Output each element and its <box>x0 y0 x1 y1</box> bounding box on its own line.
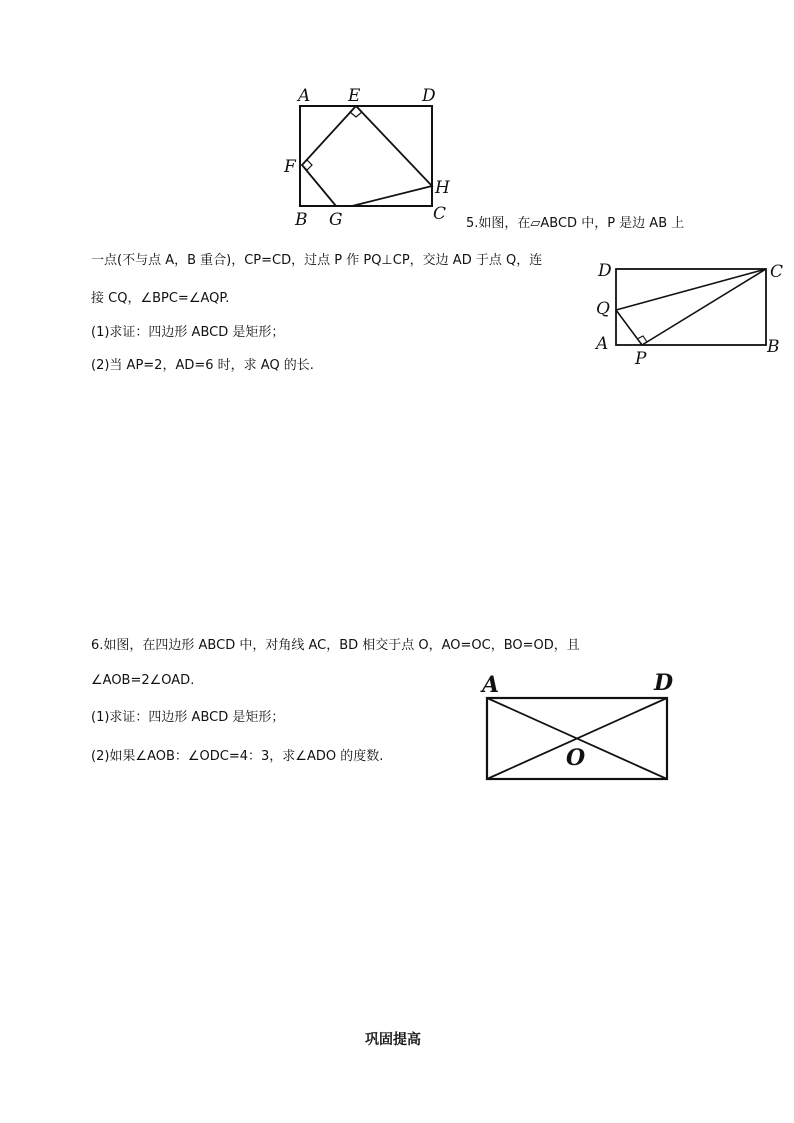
section-heading: 巩固提高 <box>365 1032 421 1048</box>
label-d: D <box>654 670 674 696</box>
segment-qc <box>616 269 766 310</box>
right-angle-mark-f <box>302 160 312 170</box>
problem5-line3: 接 CQ，∠BPC=∠AQP. <box>91 291 230 306</box>
problem6-question2: (2)如果∠AOB：∠ODC=4：3，求∠ADO 的度数. <box>91 749 384 764</box>
label-e: E <box>348 86 361 106</box>
figure-problem6 <box>478 668 698 788</box>
problem5-line1: 5.如图，在▱ABCD 中，P 是边 AB 上 <box>466 216 685 231</box>
problem6-line1: 6.如图，在四边形 ABCD 中，对角线 AC，BD 相交于点 O，AO=OC，BO=OD，且 <box>91 638 580 653</box>
label-d: D <box>422 86 436 106</box>
problem5-question1: (1)求证：四边形 ABCD 是矩形； <box>91 325 285 340</box>
label-b: B <box>295 210 308 230</box>
label-p: P <box>635 349 647 368</box>
rectangle-abcd <box>616 269 766 345</box>
segment-qp <box>616 310 642 345</box>
segment-efg <box>302 106 356 206</box>
label-a: A <box>482 672 500 698</box>
label-c: C <box>770 262 784 282</box>
figure-rectangle-efgh <box>280 82 460 232</box>
label-c: C <box>433 204 447 224</box>
label-h: H <box>435 178 450 198</box>
label-a: A <box>596 334 609 354</box>
segment-ehg <box>352 106 432 206</box>
problem6-question1: (1)求证：四边形 ABCD 是矩形； <box>91 710 285 725</box>
label-g: G <box>329 210 343 230</box>
label-a: A <box>298 86 311 106</box>
label-b: B <box>767 337 780 357</box>
label-d: D <box>598 261 612 281</box>
label-q: Q <box>596 299 610 319</box>
problem5-line2: 一点(不与点 A，B 重合)，CP=CD，过点 P 作 PQ⊥CP，交边 AD 于点 Q，连 <box>91 253 543 268</box>
figure-problem5 <box>590 258 790 368</box>
problem6-line2: ∠AOB=2∠OAD. <box>91 673 195 688</box>
label-f: F <box>284 157 296 177</box>
segment-pc <box>642 269 766 345</box>
problem5-question2: (2)当 AP=2，AD=6 时，求 AQ 的长. <box>91 358 314 373</box>
label-o: O <box>566 745 586 771</box>
